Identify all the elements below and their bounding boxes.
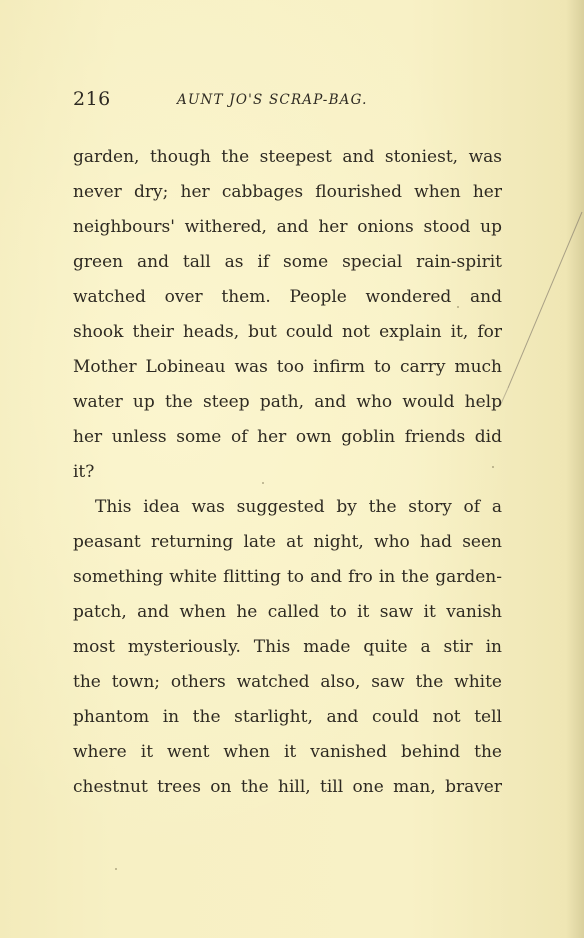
paragraph [73,490,502,805]
page-edge-shadow [566,0,584,938]
text-line: shook their heads, but could not explain it, for [73,322,502,342]
page-header [73,88,513,112]
text-line: Mother Lobineau was too infirm to carry much [73,357,502,377]
text-line: something white flitting to and fro in the garden- [73,567,502,587]
text-line: neighbours' withered, and her onions stood up [73,217,502,237]
text-line: garden, though the steepest and stoniest, was [73,147,502,167]
text-line: where it went when it vanished behind the [73,742,502,762]
text-line: never dry; her cabbages flourished when her [73,182,502,202]
pencil-margin-mark [500,210,584,440]
text-line: green and tall as if some special rain-spirit [73,252,502,272]
body-text [73,140,502,805]
text-line: peasant returning late at night, who had seen [73,532,502,552]
running-head: AUNT JO'S SCRAP-BAG. [177,92,368,108]
text-line: her unless some of her own goblin friends did [73,427,502,447]
text-line: patch, and when he called to it saw it vanish [73,602,502,622]
text-line: phantom in the starlight, and could not tell [73,707,502,727]
paragraph [73,140,502,490]
text-line: it? [73,462,95,482]
text-line: water up the steep path, and who would help [73,392,502,412]
text-line: This idea was suggested by the story of a [95,497,502,517]
text-line: chestnut trees on the hill, till one man, braver [73,777,502,797]
text-line: the town; others watched also, saw the white [73,672,502,692]
page-number: 216 [73,88,111,110]
text-line: most mysteriously. This made quite a stir in [73,637,502,657]
text-line: watched over them. People wondered and [73,287,502,307]
